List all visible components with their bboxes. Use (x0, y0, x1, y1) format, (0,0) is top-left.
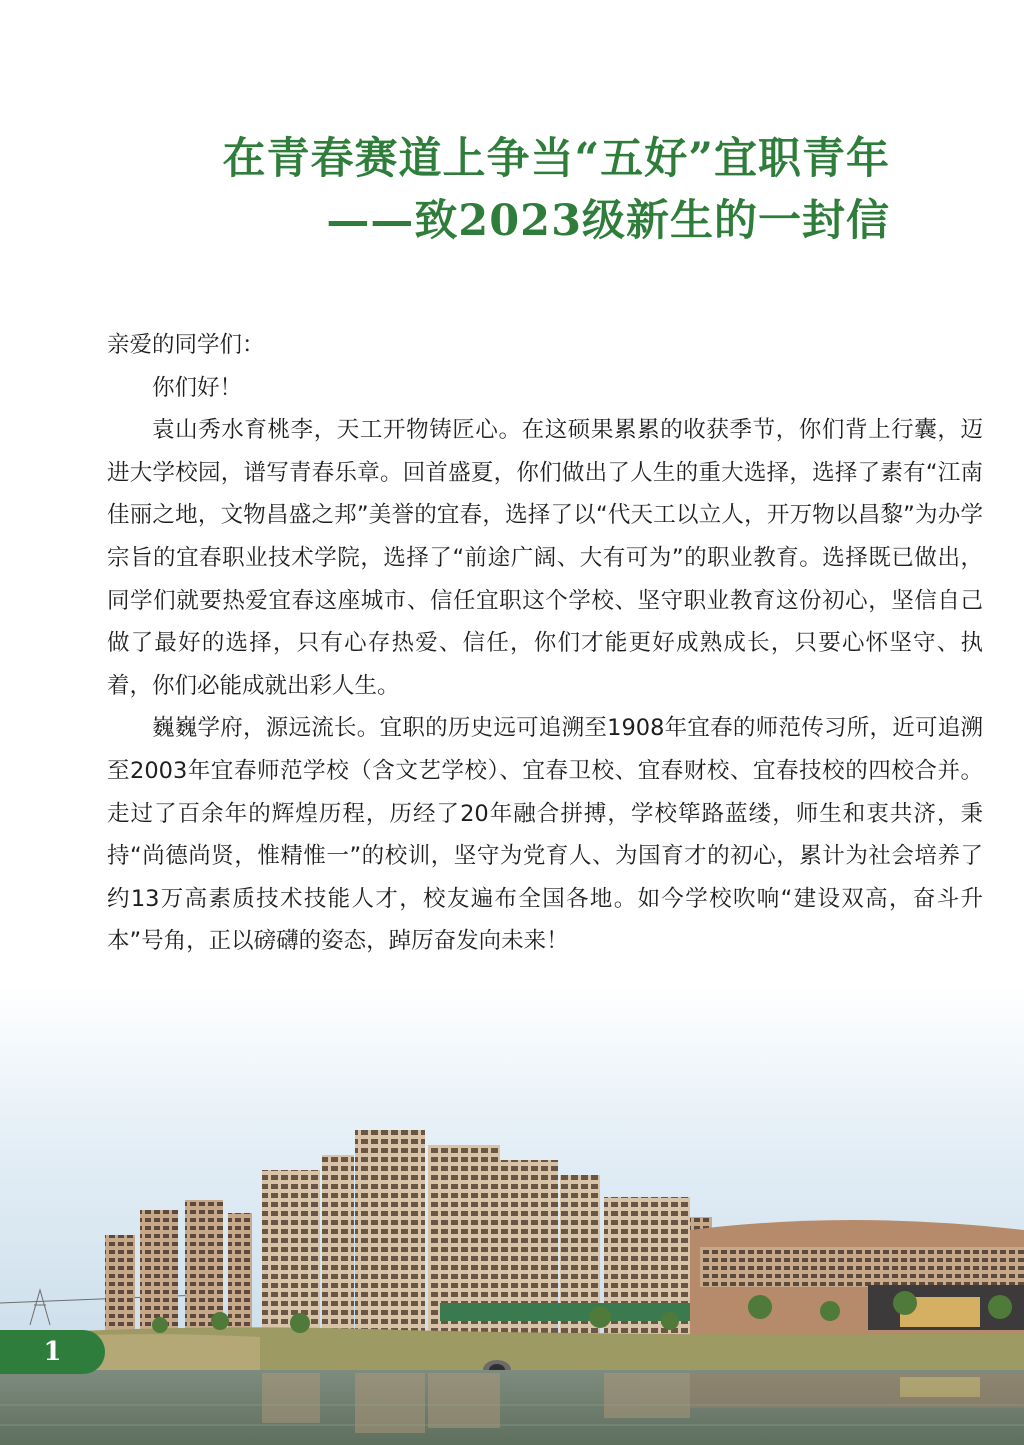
greeting: 你们好！ (152, 374, 243, 401)
letter-title (0, 128, 890, 252)
page-number-badge (0, 1330, 105, 1374)
paragraph-choice: 袁山秀水育桃李，天工开物铸匠心。在这硕果累累的收获季节，你们背上行囊，迈进大学校园，谱写青春乐章。回首盛夏，你们做出了人生的重大选择，选择了素有“江南佳丽之地，文物昌盛之邦”美誉的宜春，选择了以“代天工以立人，开万物以昌黎”为办学宗旨的宜春职业技术学院，选择了“前途广阔、大有可为”的职业教育。选择既已做出，同学们就要热爱宜春这座城市、信任宜职这个学校、坚守职业教育这份初心，坚信自己做了最好的选择，只有心存热爱、信任，你们才能更好成熟成长，只要心怀坚守、执着，你们必能成就出彩人生。 (107, 417, 983, 699)
salutation: 亲爱的同学们： (107, 332, 265, 358)
title-line-1: 在青春赛道上争当“五好”宜职青年 (222, 134, 890, 184)
letter-body (107, 324, 983, 963)
paragraph-history: 巍巍学府，源远流长。宜职的历史远可追溯至1908年宜春的师范传习所，近可追溯至2003年宜春师范学校（含文艺学校）、宜春卫校、宜春财校、宜春技校的四校合并。走过了百余年的辉煌历程，历经了20年融合拼搏，学校筚路蓝缕，师生和衷共济，秉持“尚德尚贤，惟精惟一”的校训，坚守为党育人、为国育才的初心，累计为社会培养了约13万高素质技术技能人才，校友遍布全国各地。如今学校吹响“建设双高，奋斗升本”号角，正以磅礴的姿态，踔厉奋发向未来！ (107, 715, 983, 955)
title-line-2: ——致2023级新生的一封信 (326, 196, 890, 246)
campus-photo (0, 985, 1024, 1445)
page-number: 1 (43, 1337, 62, 1367)
